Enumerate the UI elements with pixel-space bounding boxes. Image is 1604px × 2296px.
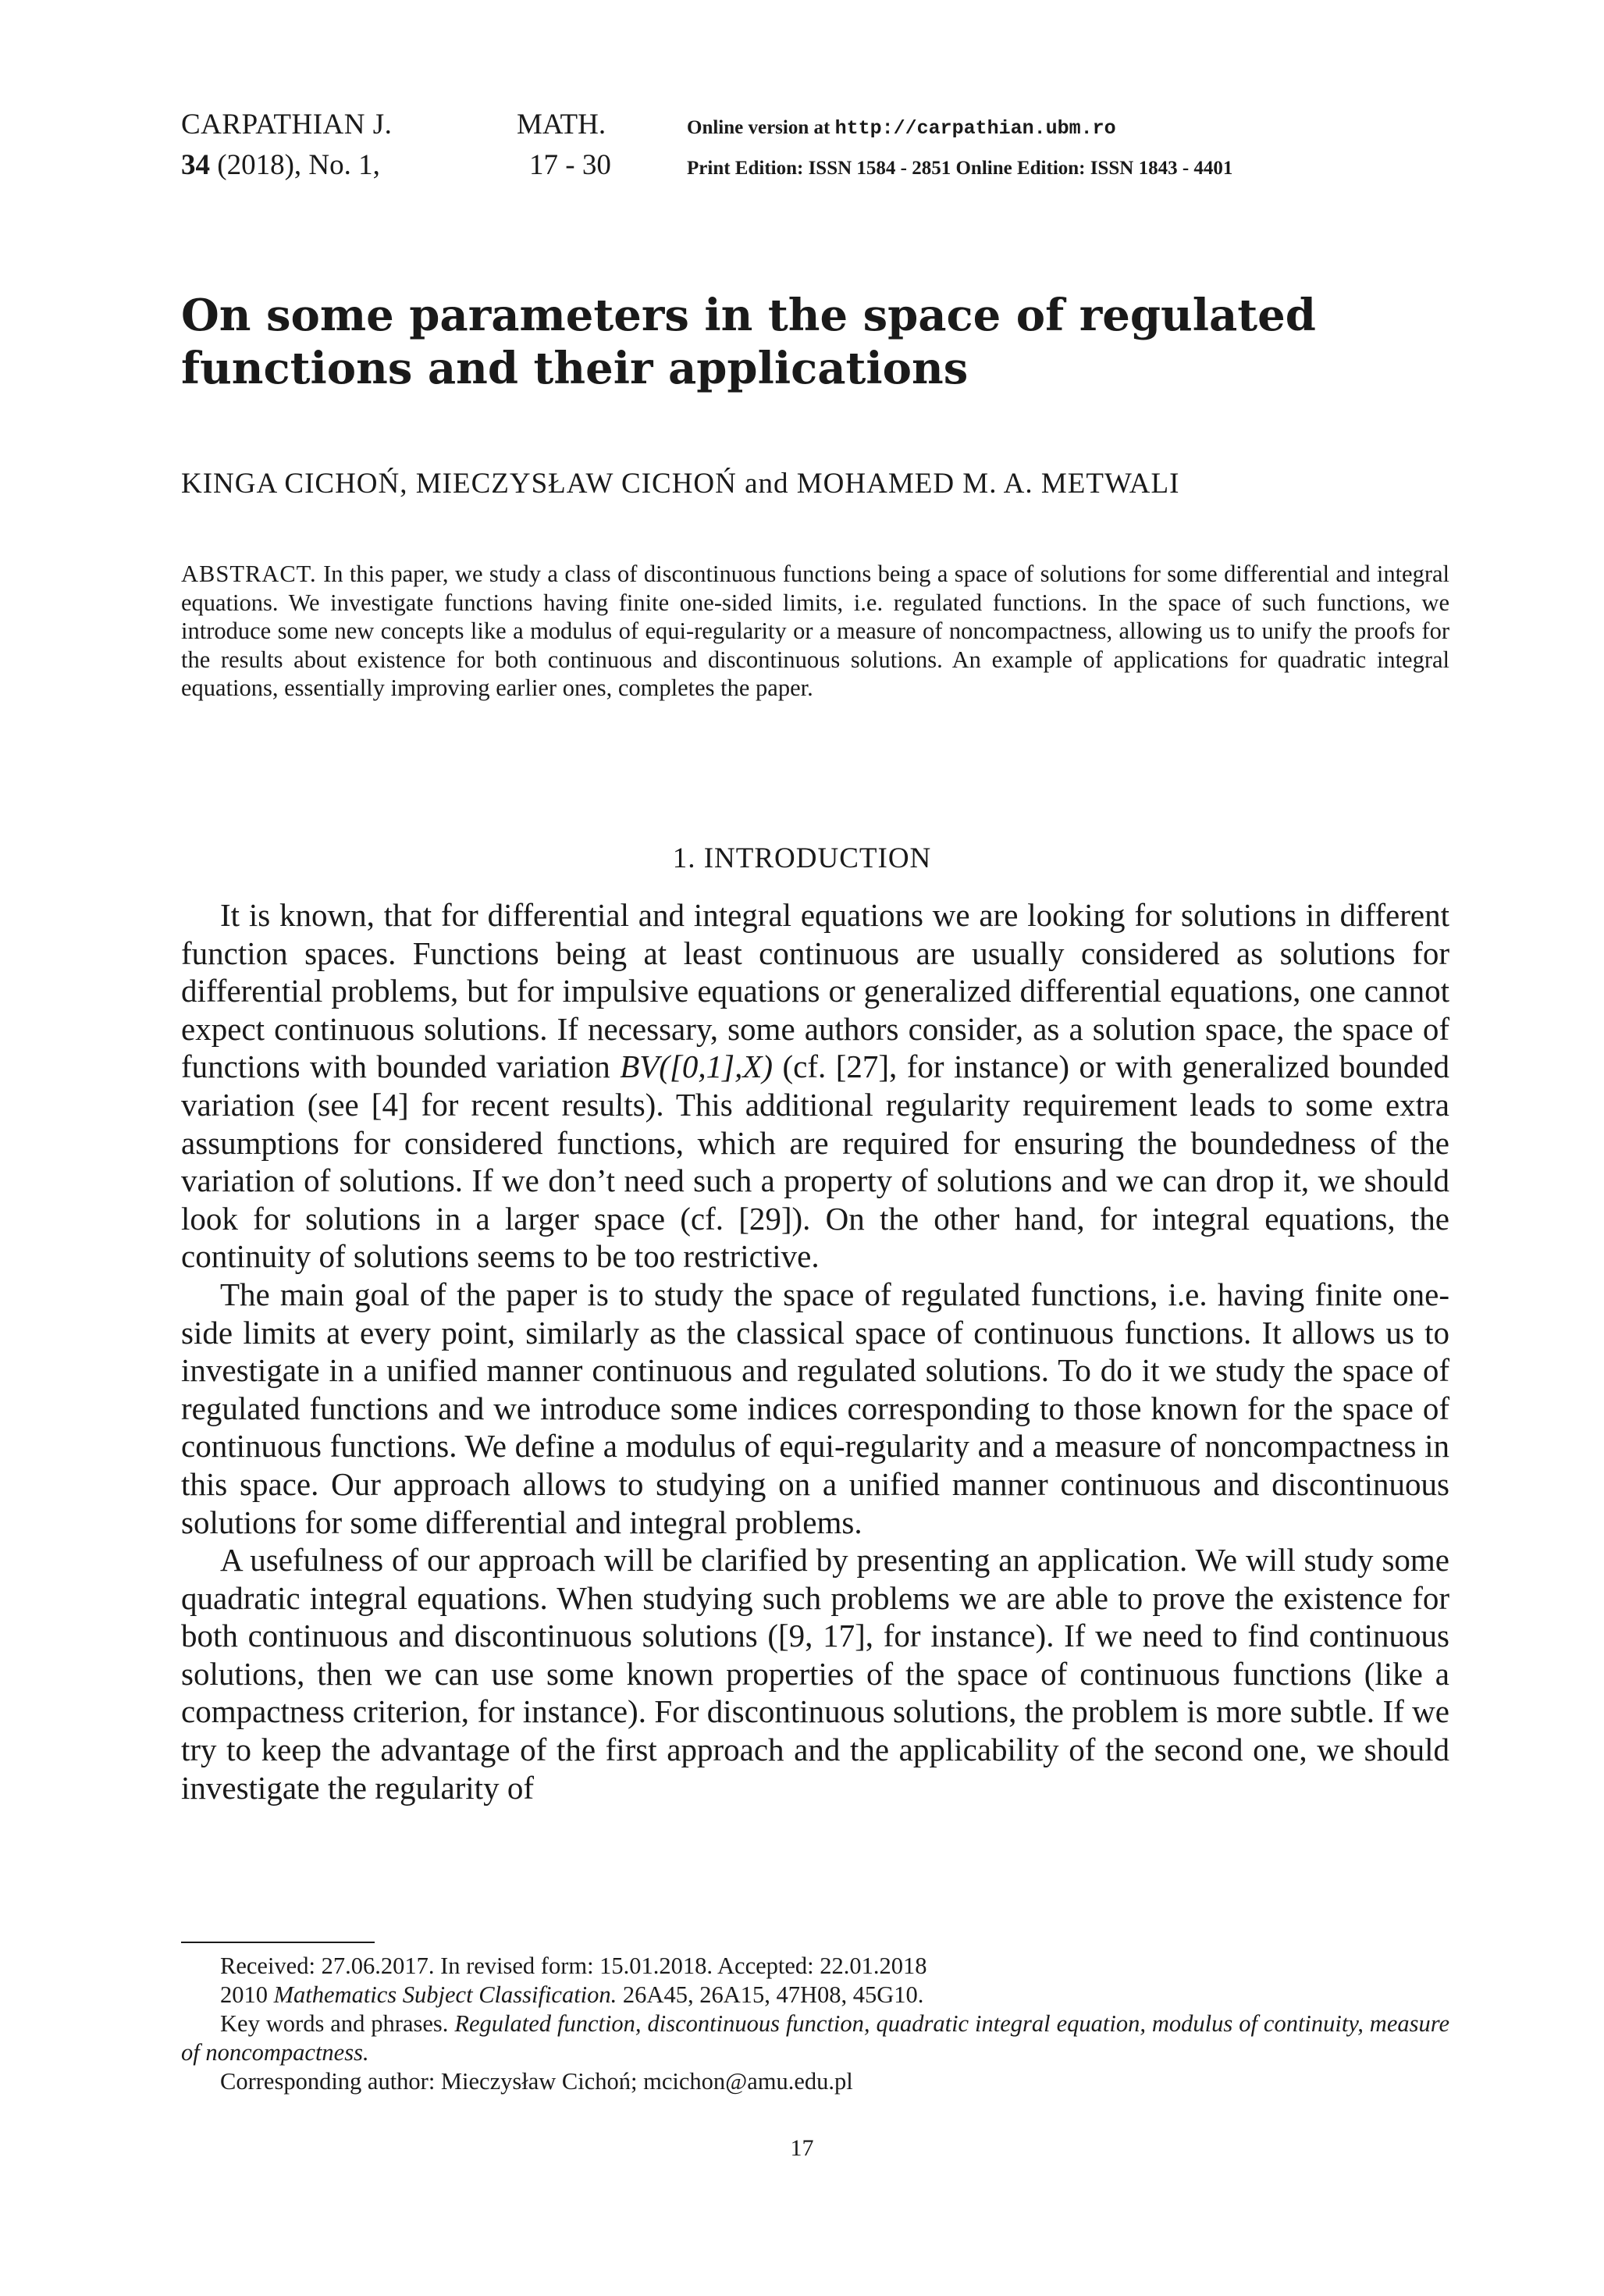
math-bv-space: BV([0,1],X) — [620, 1048, 774, 1085]
volume-info — [181, 148, 380, 182]
print-edition: Print Edition: ISSN 1584 - 2851 Online Edition: ISSN 1843 - 4401 — [687, 158, 1233, 179]
section-title: INTRODUCTION — [703, 842, 932, 874]
keywords — [181, 2009, 1449, 2067]
section-number: 1. — [672, 842, 696, 874]
msc-year: 2010 — [220, 1981, 274, 2008]
paragraph-2: The main goal of the paper is to study the space of regulated functions, i.e. having finite one-side limits at every point, similarly as the classical space of continuous functions. It allows us to investigate in a unified manner continuous and regulated solutions. To do it we study the space of regulated functions and we introduce some indices corresponding to those known for the space of continuous functions. We define a modulus of equi-regularity and a measure of noncompactness in this space. Our approach allows to studying on a unified manner continuous and discontinuous solutions for some differential and integral problems. — [181, 1276, 1449, 1540]
paragraph-1-part-a: It is known, that for differential and integral equations we are looking for solutions in different function spaces. Functions being at least continuous are usually considered as solutions for differential problems, but for impulsive equations or generalized differential equations, one cannot expect continuous solutions. If necessary, some authors consider, as a solution space, the space of functions with bounded variation — [181, 897, 1449, 1085]
section-heading — [0, 842, 1604, 875]
page-range: 17 - 30 — [529, 149, 611, 181]
keywords-label: Key words and phrases. — [220, 2010, 455, 2037]
online-url[interactable]: http://carpathian.ubm.ro — [834, 117, 1116, 140]
corresponding-author: Corresponding author: Mieczysław Cichoń; mcichon@amu.edu.pl — [220, 2068, 853, 2095]
page-number: 17 — [790, 2135, 814, 2161]
msc-classification — [181, 1981, 1449, 2009]
authors: KINGA CICHOŃ, MIECZYSŁAW CICHOŃ and MOHAMED M. A. METWALI — [181, 468, 1180, 500]
abstract — [181, 560, 1449, 703]
keywords-list: Regulated function, discontinuous function, quadratic integral equation, modulus of continuity, measure of noncompactness. — [181, 2010, 1450, 2066]
abstract-label: ABSTRACT. — [181, 561, 317, 587]
online-version — [687, 117, 1116, 140]
msc-codes: 26A45, 26A15, 47H08, 45G10. — [617, 1981, 924, 2008]
paragraph-1-part-b: (cf. [27], for instance) or with generalized bounded variation (see [4] for recent results). This additional regularity requirement leads to some extra assumptions for considered functions, which are required for ensuring the boundedness of the variation of solutions. If we don’t need such a property of solutions and we can drop it, we should look for solutions in a larger space (cf. [29]). On the other hand, for integral equations, the continuity of solutions seems to be too restrictive. — [181, 1048, 1449, 1275]
abstract-text: In this paper, we study a class of discontinuous functions being a space of solutions for some differential and integral equations. We investigate functions having finite one-sided limits, i.e. regulated functions. In the space of such functions, we introduce some new concepts like a modulus of equi-regularity or a measure of noncompactness, allowing us to unify the proofs for the results about existence for both continuous and discontinuous solutions. An example of applications for quadratic integral equations, essentially improving earlier ones, completes the paper. — [181, 561, 1450, 701]
online-prefix: Online version at — [687, 117, 835, 138]
body-text — [181, 896, 1449, 1807]
paper-title: On some parameters in the space of regulated functions and their applications — [181, 290, 1316, 394]
volume-issue: (2018), No. 1, — [210, 149, 380, 181]
footnote-rule — [181, 1942, 375, 1943]
journal-subject: MATH. — [517, 109, 606, 141]
paragraph-3: A usefulness of our approach will be clarified by presenting an application. We will study some quadratic integral equations. When studying such problems we are able to prove the existence for both continuous and discontinuous solutions ([9, 17], for instance). If we need to find continuous solutions, then we can use some known properties of the space of continuous functions (like a compactness criterion, for instance). For discontinuous solutions, the problem is more subtle. If we try to keep the advantage of the first approach and the applicability of the second one, we should investigate the regularity of — [181, 1542, 1449, 1806]
footnotes — [181, 1952, 1449, 2096]
msc-label: Mathematics Subject Classification. — [273, 1981, 617, 2008]
paragraph-1 — [181, 896, 1449, 1276]
journal-name: CARPATHIAN J. — [181, 109, 393, 141]
received-dates: Received: 27.06.2017. In revised form: 15.01.2018. Accepted: 22.01.2018 — [220, 1952, 927, 1979]
volume-number: 34 — [181, 149, 210, 181]
